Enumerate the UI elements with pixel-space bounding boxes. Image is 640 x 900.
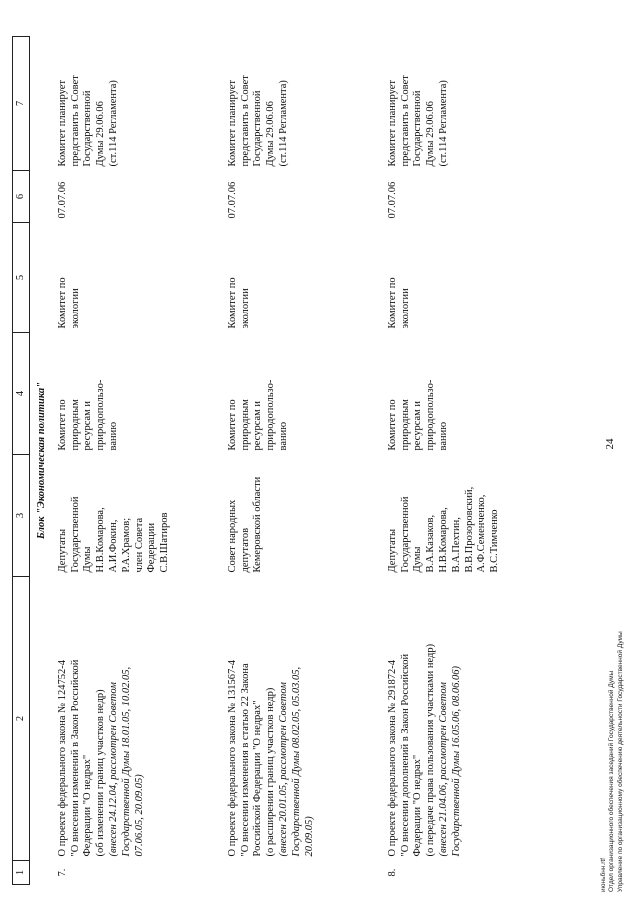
co-committee-cell [383, 223, 553, 333]
bill-title-line: О проекте федерального закона № 291872-4 [386, 659, 398, 857]
committee-line: Комитет по [386, 399, 398, 451]
initiator-line: член Совета [133, 517, 145, 573]
initiators-cell [53, 455, 223, 577]
header-cell: 3 [13, 455, 30, 577]
note-line: Комитет планирует [56, 80, 68, 167]
initiator-line: А.Ф.Семенченко, [476, 494, 488, 573]
document-footer [600, 631, 625, 892]
bill-title-cell [53, 577, 223, 861]
page-number: 24 [604, 438, 616, 450]
committee-line: природопользо- [265, 379, 277, 451]
initiator-line: В.А.Пехтин, [450, 517, 462, 573]
note-cell [383, 37, 553, 171]
note-line: представить в Совет [239, 75, 251, 167]
committee-line: ресурсам и [412, 400, 424, 451]
initiator-line: В.С.Тимченко [489, 509, 501, 573]
bill-meta-line: Государственной Думы 08.02.05, 05.03.05, [290, 666, 302, 857]
date-cell: 07.07.06 [386, 181, 398, 219]
co-committee-line: экологии [69, 288, 81, 329]
footer-directorate: Управление по организационному обеспечению деятельности Государственной Думы [616, 631, 624, 892]
committee-line: ванию [107, 421, 119, 451]
committee-line: ресурсам и [82, 400, 94, 451]
row-number [223, 861, 383, 885]
bill-title-line: "О внесении изменения в статью 22 Закона [239, 663, 251, 857]
bill-title-line: (об изменении границ участков недр) [95, 689, 107, 857]
bill-title-line: "О внесении изменений в Закон Российской [69, 659, 81, 857]
note-line: Думы 29.06.06 [95, 101, 107, 167]
bill-title-line: О проекте федерального закона № 131567-4 [226, 659, 238, 857]
header-cell: 1 [13, 861, 30, 885]
note-line: (ст.114 Регламента) [437, 80, 449, 167]
committee-line: ресурсам и [252, 400, 264, 451]
co-committee-line: экологии [399, 288, 411, 329]
bill-title-line: "О внесении дополнений в Закон Российской [399, 653, 411, 857]
committee-cell [223, 333, 383, 455]
header-cell: 4 [13, 333, 30, 455]
committee-cell [383, 333, 553, 455]
initiator-line: Н.В.Комарова, [437, 507, 449, 573]
initiator-line: Депутаты [386, 528, 398, 573]
initiator-line: Государственной [69, 496, 81, 573]
bill-meta-line: (внесен 24.12.04, рассмотрен Советом [107, 682, 119, 857]
header-cell: 5 [13, 223, 30, 333]
initiators-cell [383, 455, 553, 577]
initiator-line: Кемеровской области [252, 476, 264, 573]
note-line: (ст.114 Регламента) [277, 80, 289, 167]
note-cell [223, 37, 383, 171]
note-line: Комитет планирует [386, 80, 398, 167]
footer-department: Отдел организационного обеспечения заседаний Государственной Думы [608, 670, 616, 892]
initiator-line: С.В.Шатиров [159, 512, 171, 573]
bill-meta-line: 20.09.05) [303, 816, 315, 857]
bill-meta-line: (внесен 20.01.05, рассмотрен Советом [277, 682, 289, 857]
bill-meta-line: Государственной Думы 16.05.06, 08.06.06) [450, 666, 462, 857]
initiator-line: Р.А.Храмов; [120, 517, 132, 573]
committee-line: ванию [277, 421, 289, 451]
note-line: Думы 29.06.06 [265, 101, 277, 167]
block-title: Блок "Экономическая политика" [36, 381, 47, 540]
row-number: 7. [56, 868, 68, 877]
initiator-line: Депутаты [56, 528, 68, 573]
co-committee-line: Комитет по [226, 277, 238, 329]
initiator-line: А.И.Фокин, [107, 519, 119, 573]
committee-line: ванию [437, 421, 449, 451]
co-committee-cell [53, 223, 223, 333]
note-line: Комитет планирует [226, 80, 238, 167]
header-cell: 7 [13, 37, 30, 171]
note-cell [53, 37, 223, 171]
bill-meta-line: 07.06.05, 20.09.05) [133, 774, 145, 857]
committee-line: Комитет по [56, 399, 68, 451]
initiator-line: В.В.Прозоровский, [463, 486, 475, 573]
committee-line: природопользо- [425, 379, 437, 451]
committee-line: природным [239, 399, 251, 451]
bill-title-line: Федерации "О недрах" [412, 754, 424, 857]
initiator-line: Н.В.Комарова, [95, 507, 107, 573]
header-cell: 6 [13, 171, 30, 223]
initiators-cell [223, 455, 383, 577]
bill-meta-line: (внесен 21.04.06, рассмотрен Советом [437, 682, 449, 857]
table-row [383, 37, 553, 885]
initiator-line: В.А.Казаков, [425, 514, 437, 573]
bill-title-line: О проекте федерального закона № 124752-4 [56, 659, 68, 857]
bill-title-line: Российской Федерации "О недрах" [252, 700, 264, 857]
bill-title-line: (о расширении границ участков недр) [265, 687, 277, 857]
initiator-line: Думы [82, 546, 94, 573]
bill-title-line: Федерации "О недрах" [82, 754, 94, 857]
co-committee-line: экологии [239, 288, 251, 329]
co-committee-cell [223, 223, 383, 333]
note-line: (ст.114 Регламента) [107, 80, 119, 167]
bill-title-cell [383, 577, 553, 861]
co-committee-line: Комитет по [56, 277, 68, 329]
table-header-row [13, 37, 30, 885]
initiator-line: Государственной [399, 496, 411, 573]
date-cell: 07.07.06 [226, 181, 238, 219]
co-committee-line: Комитет по [386, 277, 398, 329]
initiator-line: депутатов [239, 527, 251, 573]
bill-title-cell [223, 577, 383, 861]
note-line: Думы 29.06.06 [425, 101, 437, 167]
table-row [223, 37, 383, 885]
committee-line: природным [399, 399, 411, 451]
bill-title-line: (о передаче права пользования участками недр) [425, 643, 437, 857]
row-number: 8. [386, 868, 398, 877]
committee-line: природным [69, 399, 81, 451]
bill-meta-line: Государственной Думы 18.01.05, 10.02.05, [120, 666, 132, 857]
committee-cell [53, 333, 223, 455]
note-line: представить в Совет [69, 75, 81, 167]
header-cell: 2 [13, 577, 30, 861]
note-line: представить в Совет [399, 75, 411, 167]
initiator-line: Совет народных [226, 499, 238, 573]
bills-table [12, 36, 553, 885]
note-line: Государственной [252, 90, 264, 167]
committee-line: природопользо- [95, 379, 107, 451]
date-cell: 07.07.06 [56, 181, 68, 219]
committee-line: Комитет по [226, 399, 238, 451]
footer-filename: июньбнн.rtf [600, 858, 607, 892]
note-line: Государственной [82, 90, 94, 167]
initiator-line: Думы [412, 546, 424, 573]
initiator-line: Федерации [146, 522, 158, 573]
note-line: Государственной [412, 90, 424, 167]
table-row [53, 37, 223, 885]
